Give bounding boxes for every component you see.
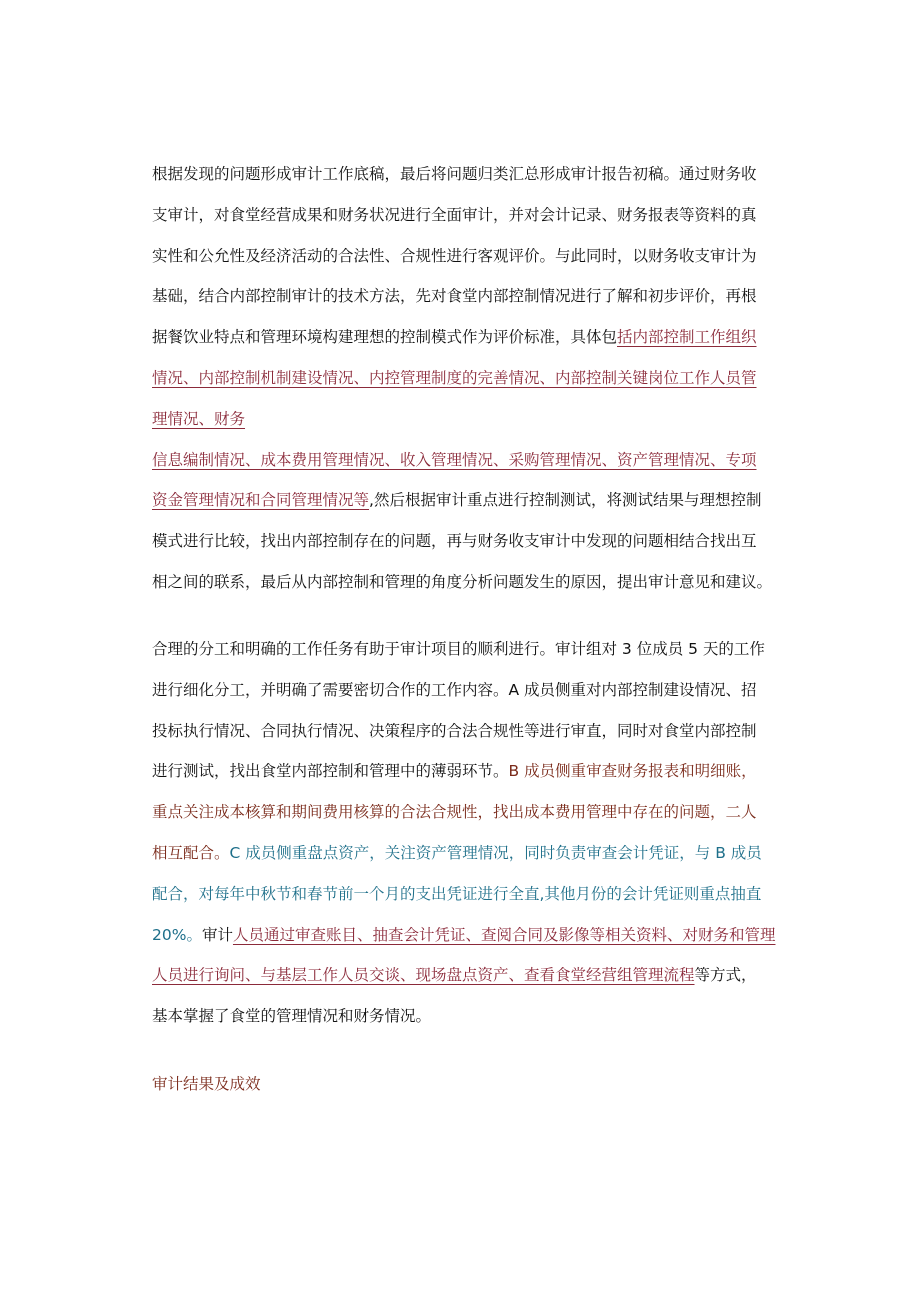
paragraph-line: 根据发现的问题形成审计工作底稿，最后将问题归类汇总形成审计报告初稿。通过财务收 [152,165,757,183]
audit-methods-link[interactable]: 人员进行询问、与基层工作人员交谈、现场盘点资产、查看食堂经营组管理流程 [152,966,695,985]
control-items-link[interactable]: 情况、内部控制机制建设情况、内控管理制度的完善情况、内部控制关键岗位工作人员管 [152,368,757,387]
paragraph-line: 模式进行比较，找出内部控制存在的问题，再与财务收支审计中发现的问题相结合找出互 [152,532,757,551]
control-items-link[interactable]: 资金管理情况和合同管理情况等 [152,491,370,510]
paragraph-line [152,399,772,440]
paragraph-line: 支审计，对食堂经营成果和财务状况进行全面审计，并对会计记录、财务报表等资料的真 [152,205,757,224]
section-heading: 审计结果及成效 [152,1075,261,1093]
text-segment: 审计 [201,925,233,944]
paragraph-line: 投标执行情况、合同执行情况、决策程序的合法合规性等进行审直，同时对食堂内部控制 [152,721,757,740]
member-b-text: B 成员侧重审查财务报表和明细账， [508,762,757,781]
paragraph-line [152,915,776,956]
paragraph-line: 基本掌握了食堂的管理情况和财务情况。 [152,1007,432,1026]
audit-methods-link[interactable]: 人员通过审查账目、抽查会计凭证、查阅合同及影像等相关资料、对财务和管理 [232,925,776,944]
paragraph-internal-control-audit [152,154,772,603]
text-segment: 据餐饮业特点和管理环境构建理想的控制模式作为评价标准，具体包 [152,328,618,347]
paragraph-line [152,833,772,874]
paragraph-line: 进行细化分工，并明确了需要密切合作的工作内容。A 成员侧重对内部控制建设情况、招 [152,680,757,699]
paragraph-line: 基础，结合内部控制审计的技术方法，先对食堂内部控制情况进行了解和初步评价，再根 [152,287,757,306]
member-b-text: 相互配合。 [152,843,230,862]
paragraph-division-of-work [152,629,776,1037]
paragraph-line: 实性和公允性及经济活动的合法性、合规性进行客观评价。与此同时，以财务收支审计为 [152,246,757,265]
control-items-link[interactable]: 理情况、财务 [152,409,246,428]
member-c-text: 20%。 [152,925,202,944]
member-b-text: 重点关注成本核算和期间费用核算的合法合规性，找出成本费用管理中存在的问题，二人 [152,803,757,822]
member-c-text: C 成员侧重盘点资产，关注资产管理情况，同时负责审查会计凭证，与 B 成员 [229,843,762,862]
paragraph-line: 合理的分工和明确的工作任务有助于审计项目的顺利进行。审计组对 3 位成员 5 天的工作 [152,640,765,658]
paragraph-line [152,440,772,481]
paragraph-line [152,955,772,996]
control-items-link[interactable]: 括内部控制工作组织 [617,328,757,347]
text-segment: 等方式， [694,966,757,985]
paragraph-line [152,751,772,792]
text-segment: 进行测试，找出食堂内部控制和管理中的薄弱环节。 [152,762,509,781]
paragraph-line: 相之间的联系，最后从内部控制和管理的角度分析问题发生的原因，提出审计意见和建议。 [152,572,773,591]
paragraph-line [152,480,772,521]
control-items-link[interactable]: 信息编制情况、成本费用管理情况、收入管理情况、采购管理情况、资产管理情况、专项 [152,450,757,469]
text-segment: ,然后根据审计重点进行控制测试，将测试结果与理想控制 [369,491,762,510]
member-c-text: 配合，对每年中秋节和春节前一个月的支出凭证进行全直,其他月份的会计凭证则重点抽直 [152,884,762,903]
paragraph-line [152,317,772,358]
